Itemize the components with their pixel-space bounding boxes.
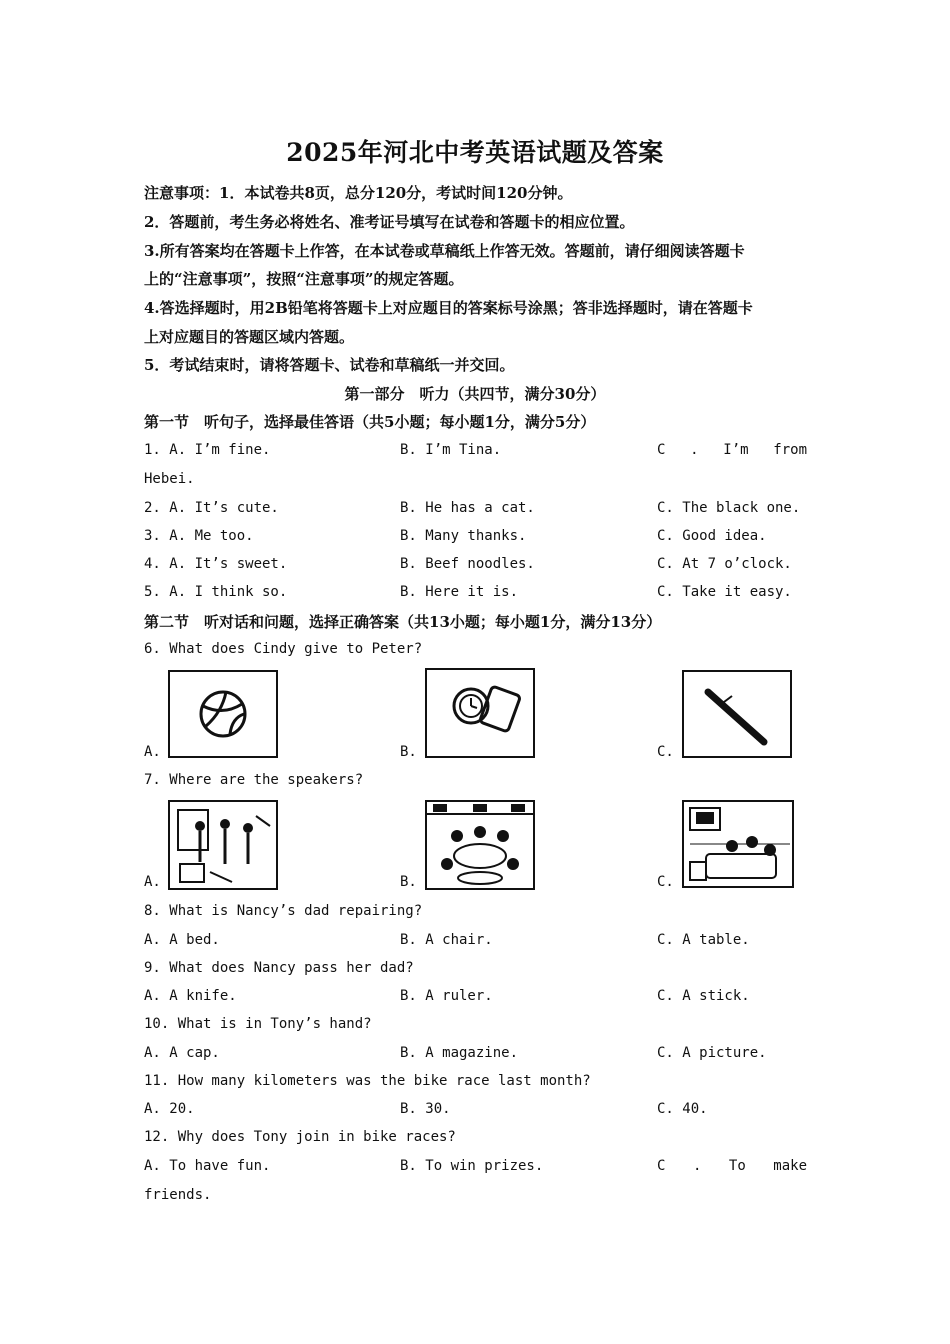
q1-option-c [657, 442, 807, 458]
q10-option-a: A. A cap. [144, 1045, 220, 1061]
q11-stem: 11. How many kilometers was the bike race last month? [144, 1073, 591, 1089]
q12-option-b: B. To win prizes. [400, 1158, 544, 1174]
q11-option-c: C. 40. [657, 1101, 708, 1117]
q6-label-c: C. [657, 744, 674, 760]
q3-option-a: 3. A. Me too. [144, 528, 254, 544]
q12-stem: 12. Why does Tony join in bike races? [144, 1129, 456, 1145]
note-line-1: 注意事项：1．本试卷共8页，总分120分，考试时间120分钟。 [144, 184, 573, 202]
q9-option-a: A. A knife. [144, 988, 237, 1004]
part1-heading: 第一部分 听力（共四节，满分30分） [344, 385, 606, 403]
q7-label-b: B. [400, 874, 417, 890]
living-room-icon [682, 800, 794, 888]
note-line-2: 2．答题前，考生务必将姓名、准考证号填写在试卷和答题卡的相应位置。 [144, 213, 635, 231]
note-line-5: 4.答选择题时，用2B铅笔将答题卡上对应题目的答案标号涂黑；答非选择题时，请在答题卡 [144, 299, 753, 317]
q12-c-word1: To [728, 1158, 746, 1174]
q9-option-b: B. A ruler. [400, 988, 493, 1004]
section1-heading: 第一节 听句子，选择最佳答语（共5小题；每小题1分，满分5分） [144, 413, 596, 431]
q12-option-c-continued: friends. [144, 1187, 212, 1203]
q12-option-a: A. To have fun. [144, 1158, 271, 1174]
q5-option-c: C. Take it easy. [657, 584, 792, 600]
q11-option-a: A. 20. [144, 1101, 195, 1117]
q9-stem: 9. What does Nancy pass her dad? [144, 960, 414, 976]
dining-hall-icon [425, 800, 535, 890]
q5-option-b: B. Here it is. [400, 584, 519, 600]
q4-option-b: B. Beef noodles. [400, 556, 535, 572]
q2-option-c: C. The black one. [657, 500, 801, 516]
watch-icon [425, 668, 535, 758]
q3-option-b: B. Many thanks. [400, 528, 527, 544]
q1-c-dot: . [690, 442, 699, 458]
q4-option-a: 4. A. It’s sweet. [144, 556, 288, 572]
q7-label-a: A. [144, 874, 161, 890]
note-line-3: 3.所有答案均在答题卡上作答，在本试卷或草稿纸上作答无效。答题前，请仔细阅读答题卡 [144, 242, 745, 260]
q12-option-c [657, 1158, 807, 1174]
q6-stem: 6. What does Cindy give to Peter? [144, 641, 423, 657]
q7-label-c: C. [657, 874, 674, 890]
q3-option-c: C. Good idea. [657, 528, 767, 544]
q8-stem: 8. What is Nancy’s dad repairing? [144, 903, 423, 919]
q6-label-b: B. [400, 744, 417, 760]
q11-option-b: B. 30. [400, 1101, 451, 1117]
volleyball-icon [168, 670, 278, 758]
q1-c-word1: I’m [723, 442, 749, 458]
q10-stem: 10. What is in Tony’s hand? [144, 1016, 372, 1032]
q10-option-c: C. A picture. [657, 1045, 767, 1061]
page-title: 2025年河北中考英语试题及答案 [286, 138, 664, 167]
q10-option-b: B. A magazine. [400, 1045, 519, 1061]
note-line-6: 上对应题目的答题区域内答题。 [144, 328, 355, 346]
q12-c-dot: . [692, 1158, 702, 1174]
q7-stem: 7. Where are the speakers? [144, 772, 364, 788]
q5-option-a: 5. A. I think so. [144, 584, 288, 600]
classroom-cleaning-icon [168, 800, 278, 890]
note-line-4: 上的“注意事项”，按照“注意事项”的规定答题。 [144, 270, 464, 288]
section2-heading: 第二节 听对话和问题，选择正确答案（共13小题；每小题1分，满分13分） [144, 613, 662, 631]
q4-option-c: C. At 7 o’clock. [657, 556, 792, 572]
q8-option-a: A. A bed. [144, 932, 220, 948]
q9-option-c: C. A stick. [657, 988, 750, 1004]
q1-option-c-continued: Hebei. [144, 471, 195, 487]
q8-option-b: B. A chair. [400, 932, 493, 948]
q8-option-c: C. A table. [657, 932, 750, 948]
q12-c-word2: make [773, 1158, 807, 1174]
q2-option-b: B. He has a cat. [400, 500, 535, 516]
q6-label-a: A. [144, 744, 161, 760]
q1-option-b: B. I’m Tina. [400, 442, 502, 458]
q1-c-letter: C [657, 442, 666, 458]
note-line-7: 5．考试结束时，请将答题卡、试卷和草稿纸一并交回。 [144, 356, 515, 374]
q1-option-a: 1. A. I’m fine. [144, 442, 271, 458]
q12-c-letter: C [657, 1158, 666, 1174]
pen-icon [682, 670, 792, 758]
q2-option-a: 2. A. It’s cute. [144, 500, 279, 516]
q1-c-word2: from [773, 442, 807, 458]
